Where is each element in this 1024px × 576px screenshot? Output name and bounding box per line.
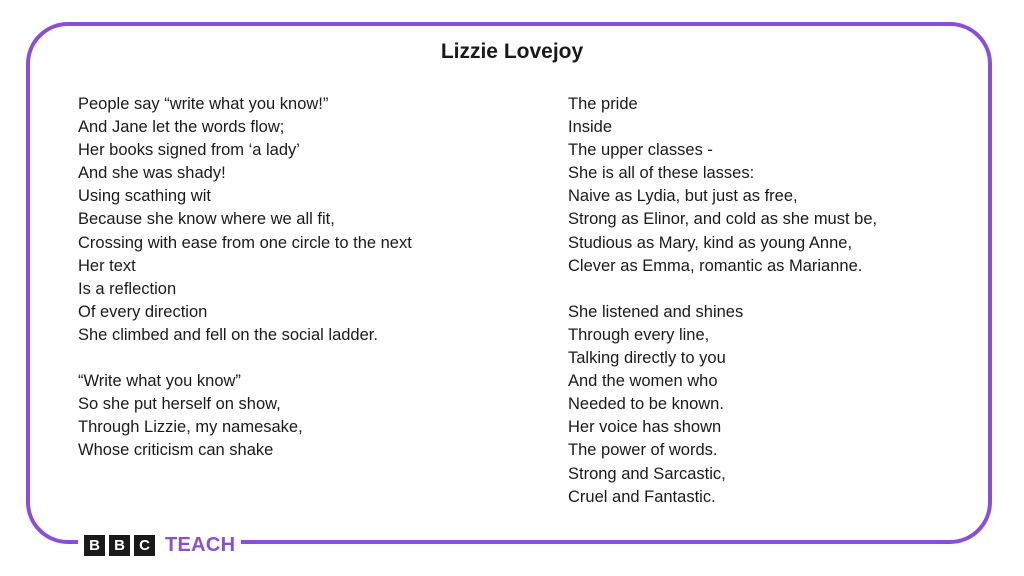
poem-line: And Jane let the words flow; <box>78 118 285 137</box>
poem-line: Her voice has shown <box>568 418 722 437</box>
poem-line: And the women who <box>568 372 718 391</box>
stanza <box>78 93 518 347</box>
poem-line: Through Lizzie, my namesake, <box>78 418 303 437</box>
poem-line: Strong as Elinor, and cold as she must be, <box>568 210 878 229</box>
poem-line: Strong and Sarcastic, <box>568 464 726 483</box>
poem-title: Lizzie Lovejoy <box>440 40 584 63</box>
poem-line: She climbed and fell on the social ladder. <box>78 325 378 344</box>
poem-line: Her text <box>78 256 136 275</box>
poem-line: Through every line, <box>568 325 710 344</box>
stanza <box>568 301 968 509</box>
poem-line: Her books signed from ‘a lady’ <box>78 141 300 160</box>
poem-line: Talking directly to you <box>568 349 726 368</box>
poem-line: Cruel and Fantastic. <box>568 487 716 506</box>
poem-line: Needed to be known. <box>568 395 724 414</box>
poem-line: She listened and shines <box>568 302 744 321</box>
poem-line: Of every direction <box>78 302 208 321</box>
teach-wordmark: TEACH <box>165 533 236 556</box>
poem-line: So she put herself on show, <box>78 395 281 414</box>
poem-line: “Write what you know” <box>78 372 241 391</box>
poem-line: Because she know where we all fit, <box>78 210 335 229</box>
poem-line: The pride <box>568 95 638 113</box>
stanza <box>78 370 518 462</box>
bbc-logo-block: C <box>134 535 155 556</box>
poem-line: People say “write what you know!” <box>78 95 329 113</box>
stanza <box>568 93 968 278</box>
poem-line: And she was shady! <box>78 164 226 183</box>
poem-line: Whose criticism can shake <box>78 441 274 460</box>
poem-line: Naive as Lydia, but just as free, <box>568 187 798 206</box>
poem-column-left <box>78 93 518 463</box>
bbc-logo-block: B <box>84 535 105 556</box>
poem-line: Inside <box>568 118 613 137</box>
poem-line: Crossing with ease from one circle to the next <box>78 233 412 252</box>
poem-column-right <box>568 93 968 509</box>
poem-line: She is all of these lasses: <box>568 164 755 183</box>
poem-line: Using scathing wit <box>78 187 211 206</box>
poem-line: Is a reflection <box>78 279 177 298</box>
poem-line: The upper classes - <box>568 141 713 160</box>
bbc-teach-logo <box>78 530 241 560</box>
poem-line: Studious as Mary, kind as young Anne, <box>568 233 853 252</box>
poem-line: The power of words. <box>568 441 718 460</box>
bbc-logo-block: B <box>109 535 130 556</box>
poem-line: Clever as Emma, romantic as Marianne. <box>568 256 863 275</box>
